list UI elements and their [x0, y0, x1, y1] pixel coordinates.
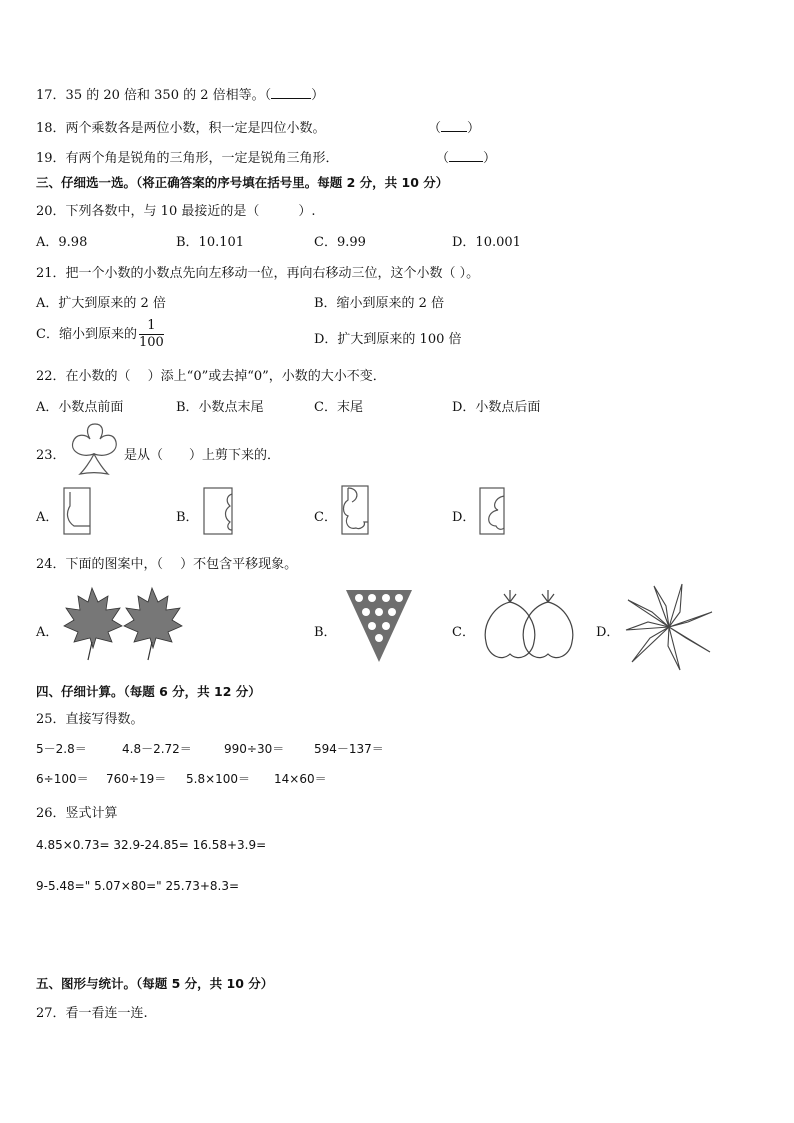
q20-stem: 20．下列各数中，与 10 最接近的是（ ）.: [36, 204, 316, 219]
q22-option-b[interactable]: B．小数点末尾: [176, 400, 264, 415]
q25-title: 25．直接写得数。: [36, 712, 144, 727]
fraction-numerator: 1: [139, 318, 164, 335]
q18-close: ）: [467, 121, 481, 136]
q21-stem: 21．把一个小数的小数点先向左移动一位，再向右移动三位，这个小数（ ）。: [36, 266, 480, 281]
q23-option-d-shape[interactable]: [478, 486, 512, 538]
q22-option-d[interactable]: D．小数点后面: [452, 400, 541, 415]
q19-close: ）: [483, 151, 497, 166]
q21-option-c[interactable]: [36, 318, 164, 351]
answer-blank[interactable]: [441, 119, 467, 132]
q24-label-d[interactable]: D．: [596, 625, 620, 640]
q23-label-a[interactable]: A．: [36, 510, 59, 525]
fraction-denominator: 100: [138, 335, 164, 350]
answer-blank[interactable]: [449, 149, 483, 162]
q25-item[interactable]: 990÷30＝: [224, 742, 285, 756]
q27-title: 27．看一看连一连.: [36, 1006, 148, 1021]
q26-line-1[interactable]: 4.85×0.73= 32.9-24.85= 16.58+3.9=: [36, 838, 267, 852]
q17-close: ）: [311, 88, 325, 103]
q21-option-b[interactable]: B．缩小到原来的 2 倍: [314, 296, 445, 311]
question-18: [36, 117, 326, 136]
question-19: [36, 147, 339, 166]
q25-item[interactable]: 4.8－2.72＝: [122, 742, 192, 756]
q23-number: 23．: [36, 448, 66, 463]
q22-option-a[interactable]: A．小数点前面: [36, 400, 124, 415]
q20-option-d[interactable]: D．10.001: [452, 235, 521, 250]
q23-stem: 是从（ ）上剪下来的．: [124, 448, 281, 463]
q24-label-b[interactable]: B．: [314, 625, 337, 640]
q17-text: 17．35 的 20 倍和 350 的 2 倍相等。（: [36, 88, 272, 103]
q25-item[interactable]: 14×60＝: [274, 772, 327, 786]
q24-stem: 24．下面的图案中，（ ）不包含平移现象。: [36, 557, 298, 572]
q24-label-a[interactable]: A．: [36, 625, 59, 640]
q20-option-c[interactable]: C．9.99: [314, 235, 366, 250]
q18-text: 18．两个乘数各是两位小数，积一定是四位小数。: [36, 121, 326, 136]
q24-label-c[interactable]: C．: [452, 625, 475, 640]
section-5-heading: 五、图形与统计。（每题 5 分，共 10 分）: [36, 976, 274, 991]
q22-option-c[interactable]: C．末尾: [314, 400, 363, 415]
q21-option-d[interactable]: D．扩大到原来的 100 倍: [314, 332, 462, 347]
q25-item[interactable]: 594－137＝: [314, 742, 384, 756]
q26-line-2[interactable]: 9-5.48=" 5.07×80=" 25.73+8.3=: [36, 879, 240, 893]
q23-label-c[interactable]: C．: [314, 510, 337, 525]
question-17: [36, 84, 324, 103]
q21-option-a[interactable]: A．扩大到原来的 2 倍: [36, 296, 166, 311]
q25-item[interactable]: 5－2.8＝: [36, 742, 87, 756]
q19-text: 19．有两个角是锐角的三角形，一定是锐角三角形．: [36, 151, 339, 166]
q23-option-b-shape[interactable]: [202, 486, 236, 538]
q26-title: 26．竖式计算: [36, 806, 118, 821]
section-4-heading: 四、仔细计算。（每题 6 分，共 12 分）: [36, 684, 261, 699]
q21-c-prefix: C．缩小到原来的: [36, 327, 137, 342]
q23-option-a-shape[interactable]: [62, 486, 96, 538]
answer-blank[interactable]: [271, 86, 311, 99]
q22-stem: 22．在小数的（ ）添上“0”或去掉“0”，小数的大小不变．: [36, 369, 386, 384]
q20-option-a[interactable]: A．9.98: [36, 235, 88, 250]
q20-option-b[interactable]: B．10.101: [176, 235, 245, 250]
q25-item[interactable]: 760÷19＝: [106, 772, 167, 786]
snowflake-triangle-icon[interactable]: [344, 588, 414, 664]
q18-answer: [428, 117, 480, 136]
maple-leaves-icon[interactable]: [62, 586, 184, 662]
section-3-heading: 三、仔细选一选。（将正确答案的序号填在括号里。每题 2 分，共 10 分）: [36, 175, 449, 190]
q25-item[interactable]: 6÷100＝: [36, 772, 89, 786]
q23-option-c-shape[interactable]: [340, 484, 374, 538]
q19-paren: （: [436, 151, 450, 166]
q18-paren: （: [428, 121, 442, 136]
clover-shape-icon: [68, 424, 120, 476]
q25-item[interactable]: 5.8×100＝: [186, 772, 251, 786]
hearts-pattern-icon[interactable]: [480, 588, 588, 664]
fraction: [139, 318, 164, 351]
pinwheel-icon[interactable]: [624, 582, 714, 672]
q23-label-d[interactable]: D．: [452, 510, 476, 525]
q23-label-b[interactable]: B．: [176, 510, 199, 525]
q19-answer: [436, 147, 496, 166]
